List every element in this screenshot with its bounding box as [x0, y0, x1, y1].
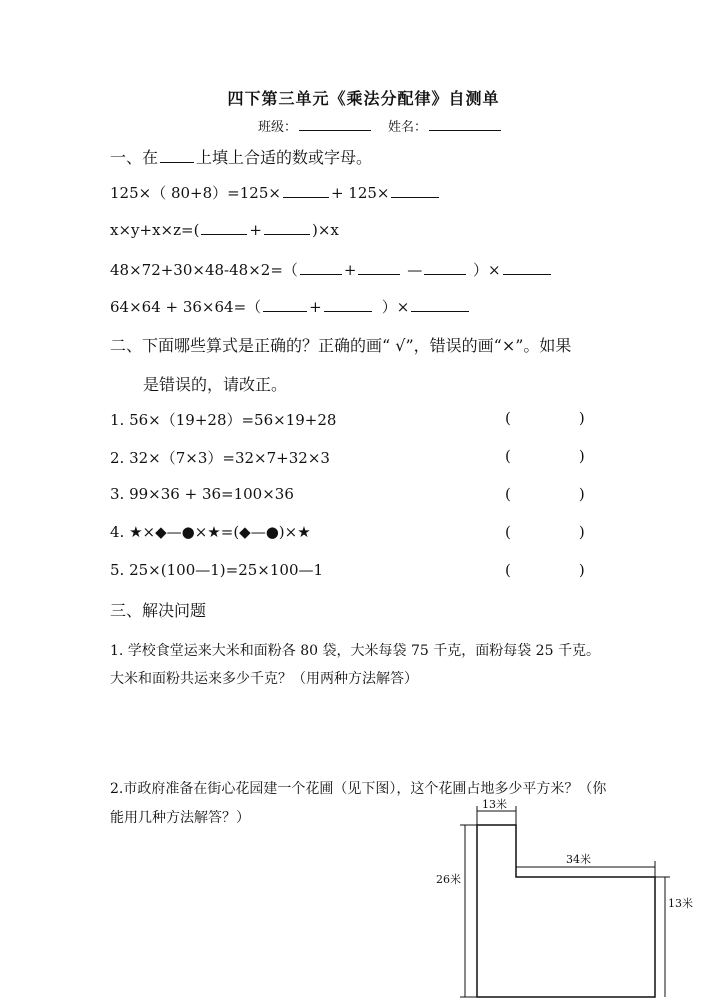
class-field-group [258, 116, 373, 135]
eq3-blank-4[interactable] [503, 260, 551, 275]
eq3-part-d: ）× [473, 261, 501, 279]
garden-outline [477, 825, 655, 997]
eq3-blank-1[interactable] [300, 260, 342, 275]
equation-2 [110, 220, 339, 239]
judge-item-2 [110, 447, 330, 468]
judge-item-5 [110, 561, 323, 579]
page-title: 四下第三单元《乘法分配律》自测单 [227, 89, 500, 108]
eq4-blank-1[interactable] [263, 297, 307, 312]
answer-paren-5[interactable]: ( ) [505, 561, 585, 579]
eq4-part-b: + [309, 298, 322, 316]
eq2-part-c: )×x [312, 221, 339, 239]
eq2-blank-1[interactable] [201, 220, 247, 235]
section1-heading [110, 145, 372, 168]
eq4-blank-3[interactable] [411, 297, 469, 312]
item-text: 99×36 + 36=100×36 [129, 485, 294, 503]
item-text: 25×(100—1)=25×100—1 [129, 561, 324, 579]
class-label: 班级： [258, 120, 298, 135]
eq3-blank-3[interactable] [424, 260, 466, 275]
garden-figure [430, 795, 700, 1000]
problem-2-line-1: 2.市政府准备在街心花园建一个花圃（见下图），这个花圃占地多少平方米？（你 [110, 781, 607, 797]
judge-item-4 [110, 523, 311, 541]
section2-heading-cont: 是错误的，请改正。 [143, 375, 288, 394]
eq3-part-c: — [407, 261, 423, 279]
item-number: 1. [110, 411, 125, 429]
section1-prefix: 一、在 [110, 148, 159, 167]
problem-1-line-1: 1. 学校食堂运来大米和面粉各 80 袋，大米每袋 75 千克，面粉每袋 25 千克。 [110, 643, 600, 659]
eq1-part-a: 125×（ 80+8）=125× [110, 184, 281, 202]
answer-paren-1[interactable]: ( ) [505, 409, 585, 427]
eq4-part-c: ）× [381, 298, 410, 316]
item-number: 4. [110, 523, 125, 541]
equation-4 [110, 296, 471, 317]
eq3-part-a: 48×72+30×48-48×2=（ [110, 261, 298, 279]
problem-2-line-2: 能用几种方法解答？） [110, 810, 250, 826]
eq3-blank-2[interactable] [358, 260, 400, 275]
item-number: 5. [110, 561, 125, 579]
item-text: 32×（7×3）=32×7+32×3 [129, 449, 330, 467]
section3-heading: 三、解决问题 [110, 601, 207, 620]
item-text: 56×（19+28）=56×19+28 [129, 411, 337, 429]
equation-1 [110, 182, 441, 203]
top-width-label: 13米 [482, 798, 507, 811]
section2-heading: 二、下面哪些算式是正确的？正确的画“ √”，错误的画“×”。如果 [110, 336, 572, 355]
answer-paren-4[interactable]: ( ) [505, 523, 585, 541]
eq2-part-b: + [249, 221, 262, 239]
name-label: 姓名： [388, 120, 428, 135]
eq1-blank-2[interactable] [391, 183, 439, 198]
eq4-part-a: 64×64 + 36×64=（ [110, 298, 262, 316]
equation-3 [110, 259, 553, 280]
judge-item-3 [110, 485, 294, 503]
item-number: 2. [110, 449, 125, 467]
name-field-group [388, 116, 503, 135]
eq1-blank-1[interactable] [283, 183, 329, 198]
name-input[interactable] [429, 116, 501, 131]
item-number: 3. [110, 485, 125, 503]
section1-suffix: 上填上合适的数或字母。 [196, 148, 373, 167]
problem-1-line-2: 大米和面粉共运来多少千克？（用两种方法解答） [110, 671, 418, 687]
answer-paren-3[interactable]: ( ) [505, 485, 585, 503]
eq2-blank-2[interactable] [264, 220, 310, 235]
judge-item-1 [110, 409, 336, 430]
eq1-part-b: + 125× [330, 184, 390, 202]
eq3-part-b: + [343, 261, 357, 279]
eq2-part-a: x×y+x×z=( [110, 221, 200, 239]
step-width-label: 34米 [566, 853, 591, 866]
answer-paren-2[interactable]: ( ) [505, 447, 585, 465]
eq4-blank-2[interactable] [324, 297, 372, 312]
example-blank [160, 148, 194, 163]
left-height-label: 26米 [436, 873, 461, 886]
class-input[interactable] [299, 116, 371, 131]
item-text: ★×◆—●×★=(◆—●)×★ [129, 523, 311, 541]
right-height-label: 13米 [668, 897, 693, 910]
